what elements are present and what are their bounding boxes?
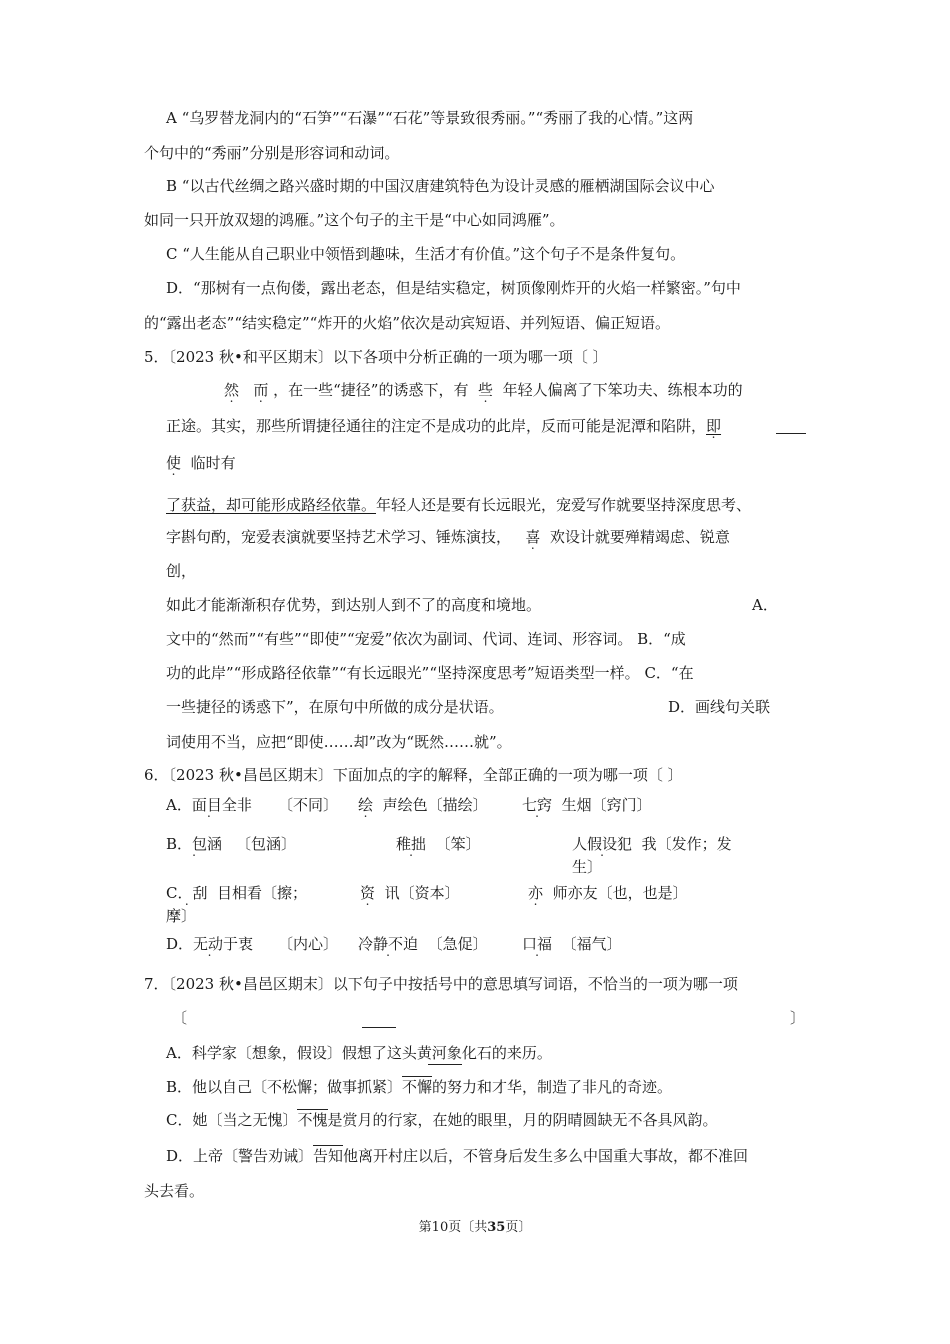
q4-option-d-line2: 的“露出老态”“结实稳定”“炸开的火焰”依次是动宾短语、并列短语、偏正短语。 — [144, 314, 671, 332]
q5-options-line1: 文中的“然而”“有些”“即使”“宠爱”依次为副词、代词、连词、形容词。 B．“成 — [166, 630, 686, 648]
q7-text: B．他以自己〔不松懈；做事抓紧〕 — [166, 1078, 403, 1096]
q5-text: 年轻人偏离了下笨功夫、练根本功的 — [502, 381, 743, 399]
q5-text: 临时有 — [190, 454, 236, 472]
q7-paren-left: 〔 — [172, 1009, 188, 1027]
q6-dotted-char: 资 — [360, 884, 376, 902]
q6-option-b-part3 — [572, 834, 732, 854]
q6-text: 生烟〔窍门〕 — [561, 796, 652, 814]
q7-text: 是赏月的行家，在她的眼里，月的阴晴圆缺无不各具风韵。 — [327, 1111, 718, 1129]
q7-answer-word: 不愧 — [297, 1111, 328, 1129]
q6-dotted-char: 冷静不迫 — [358, 935, 419, 953]
q5-options-line4: 词使用不当，应把“即使……却”改为“既然……就”。 — [166, 733, 512, 751]
q5-passage-line7: 如此才能渐渐积存优势，到达别人到不了的高度和境地。 — [166, 596, 542, 614]
q6-option-b-part2 — [396, 834, 481, 854]
page-footer — [0, 1216, 950, 1235]
underline-rule — [428, 1064, 462, 1065]
q6-text: 〔急促〕 — [427, 935, 488, 953]
q5-text: 年轻人还是要有长远眼光，宠爱写作就要坚持深度思考、 — [376, 496, 752, 514]
footer-suffix: 页〕 — [505, 1220, 532, 1235]
q6-option-d-part1: 〔内心〕 — [278, 935, 339, 953]
q5-passage-line2 — [166, 416, 721, 436]
underline-rule — [776, 433, 806, 434]
q6-option-d-label: D．无动于衷 . — [166, 935, 253, 953]
q5-passage-line6: 创， — [166, 562, 197, 580]
q6-text: 〔福气〕 — [561, 935, 622, 953]
q6-option-d-part2 — [358, 934, 488, 954]
q6-option-c-part3 — [528, 883, 688, 903]
q5-dotted-char: 些 — [478, 381, 494, 399]
q7-stem: 7．〔2023 秋•昌邑区期末〕以下句子中按括号中的意思填写词语，不恰当的一项为哪一项 — [144, 975, 738, 993]
q6-option-b-part1: 〔包涵〕 — [236, 835, 297, 853]
q6-option-b-part3-wrap: 生〕 — [572, 858, 603, 876]
q6-option-c-wrap: 摩〕 — [166, 907, 197, 925]
q6-option-a-label: A．面目全非 . — [166, 796, 252, 814]
footer-total-pages: 35 — [487, 1220, 506, 1235]
q7-option-d-line2: 头去看。 — [144, 1182, 205, 1200]
q7-option-c — [166, 1110, 718, 1130]
q5-dotted-char: 然 — [224, 381, 240, 399]
q4-option-b-line1: B “以古代丝绸之路兴盛时期的中国汉唐建筑特色为设计灵感的雁栖湖国际会议中心 — [166, 177, 715, 195]
q5-option-a-label: A． — [752, 596, 778, 614]
q5-text: ，在一些“捷径”的诱惑下，有 — [273, 381, 469, 399]
q5-dotted-char: 喜 — [525, 528, 541, 546]
q5-passage-line4 — [166, 495, 751, 515]
q7-answer-word: 告知 — [313, 1147, 344, 1165]
q6-dotted-char: 绘 — [358, 796, 374, 814]
q5-underlined-char: 即 — [706, 417, 722, 435]
q7-text: 他离开村庄以后，不管身后发生多么中国重大事故，都不准回 — [343, 1147, 749, 1165]
q5-passage-line5 — [166, 527, 730, 547]
q6-option-b — [166, 834, 222, 854]
q5-underlined-sentence: 了获益，却可能形成路经依靠。 — [166, 496, 377, 514]
q7-paren-right: 〕 — [790, 1009, 806, 1027]
q6-option-d — [166, 934, 253, 954]
q6-dotted-char: 稚拙 — [396, 835, 427, 853]
q6-text: 讯〔资本〕 — [384, 884, 460, 902]
q6-text: 我〔发作；发 — [641, 835, 732, 853]
q5-option-d-label: D．画线句关联 — [668, 698, 771, 716]
q6-dotted-char: 亦 — [528, 884, 544, 902]
q6-option-a — [166, 795, 252, 815]
q5-options-line3: 一些捷径的诱惑下”，在原句中所做的成分是状语。 — [166, 698, 504, 716]
q7-text: C．她〔当之无愧〕 — [166, 1111, 298, 1129]
q4-option-c-line1: C “人生能从自己职业中领悟到趣味，生活才有价值。”这个句子不是条件复句。 — [166, 245, 686, 263]
q6-text: 声绘色〔描绘〕 — [382, 796, 488, 814]
q6-text: 师亦友〔也，也是〕 — [552, 884, 688, 902]
q6-option-a-part2 — [358, 795, 488, 815]
q5-stem: 5．〔2023 秋•和平区期末〕以下各项中分析正确的一项为哪一项〔 〕 — [144, 348, 608, 366]
q6-stem: 6．〔2023 秋•昌邑区期末〕下面加点的字的解释，全部正确的一项为哪一项〔 〕 — [144, 766, 683, 784]
q4-option-d-line1: D．“那树有一点佝偻，露出老态，但是结实稳定，树顶像刚炸开的火焰一样繁密。”句中 — [166, 279, 741, 297]
q6-option-c-part2 — [360, 883, 460, 903]
q6-option-b-label: B．包涵 . — [166, 835, 222, 853]
footer-prefix: 第10页〔共 — [418, 1220, 488, 1235]
q6-option-c — [166, 883, 307, 903]
q7-text: D．上帝〔警告劝诫〕 — [166, 1147, 314, 1165]
q5-dotted-char: 而 — [253, 381, 269, 399]
q7-option-a: A．科学家〔想象，假设〕假想了这头黄河象化石的来历。 — [166, 1044, 552, 1062]
q5-passage-line3 — [166, 453, 236, 473]
q5-text: 欢设计就要殚精竭虑、锐意 — [549, 528, 730, 546]
q6-text: 目相看〔擦； — [217, 884, 308, 902]
q5-text: 字斟句酌，宠爱表演就要坚持艺术学习、锤炼演技， — [166, 528, 512, 546]
q4-option-b-line2: 如同一只开放双翅的鸿雁。”这个句子的主干是“中心如同鸿雁”。 — [144, 211, 565, 229]
q5-options-line2: 功的此岸”“形成路径依靠”“有长远眼光”“坚持深度思考”短语类型一样。 C．“在 — [166, 664, 694, 682]
q6-dotted-char: 人假设犯 — [572, 835, 633, 853]
q6-option-a-part3 — [522, 795, 652, 815]
q6-option-c-label: C．刮 . — [166, 884, 207, 902]
q5-text: 正途。其实，那些所谓捷径通往的注定不是成功的此岸，反而可能是泥潭和陷阱， — [166, 417, 707, 435]
q6-text: 〔笨〕 — [435, 835, 481, 853]
q7-text: 的努力和才华，制造了非凡的奇迹。 — [432, 1078, 673, 1096]
underline-rule — [362, 1027, 396, 1028]
q6-option-a-part1: 〔不同〕 — [278, 796, 339, 814]
q4-option-a-line1: A “乌罗替龙洞内的“石笋”“石瀑”“石花”等景致很秀丽。”“秀丽了我的心情。”这两 — [166, 109, 694, 127]
q7-option-d — [166, 1146, 748, 1166]
q7-answer-word: 不懈 — [402, 1078, 433, 1096]
q5-dotted-char: 使 — [166, 454, 182, 472]
q6-dotted-char: 七窍 — [522, 796, 553, 814]
q6-dotted-char: 口福 — [522, 935, 553, 953]
q5-passage-line1 — [224, 380, 743, 400]
q4-option-a-line2: 个句中的“秀丽”分别是形容词和动词。 — [144, 144, 400, 162]
q7-option-b — [166, 1077, 672, 1097]
q6-option-d-part3 — [522, 934, 622, 954]
